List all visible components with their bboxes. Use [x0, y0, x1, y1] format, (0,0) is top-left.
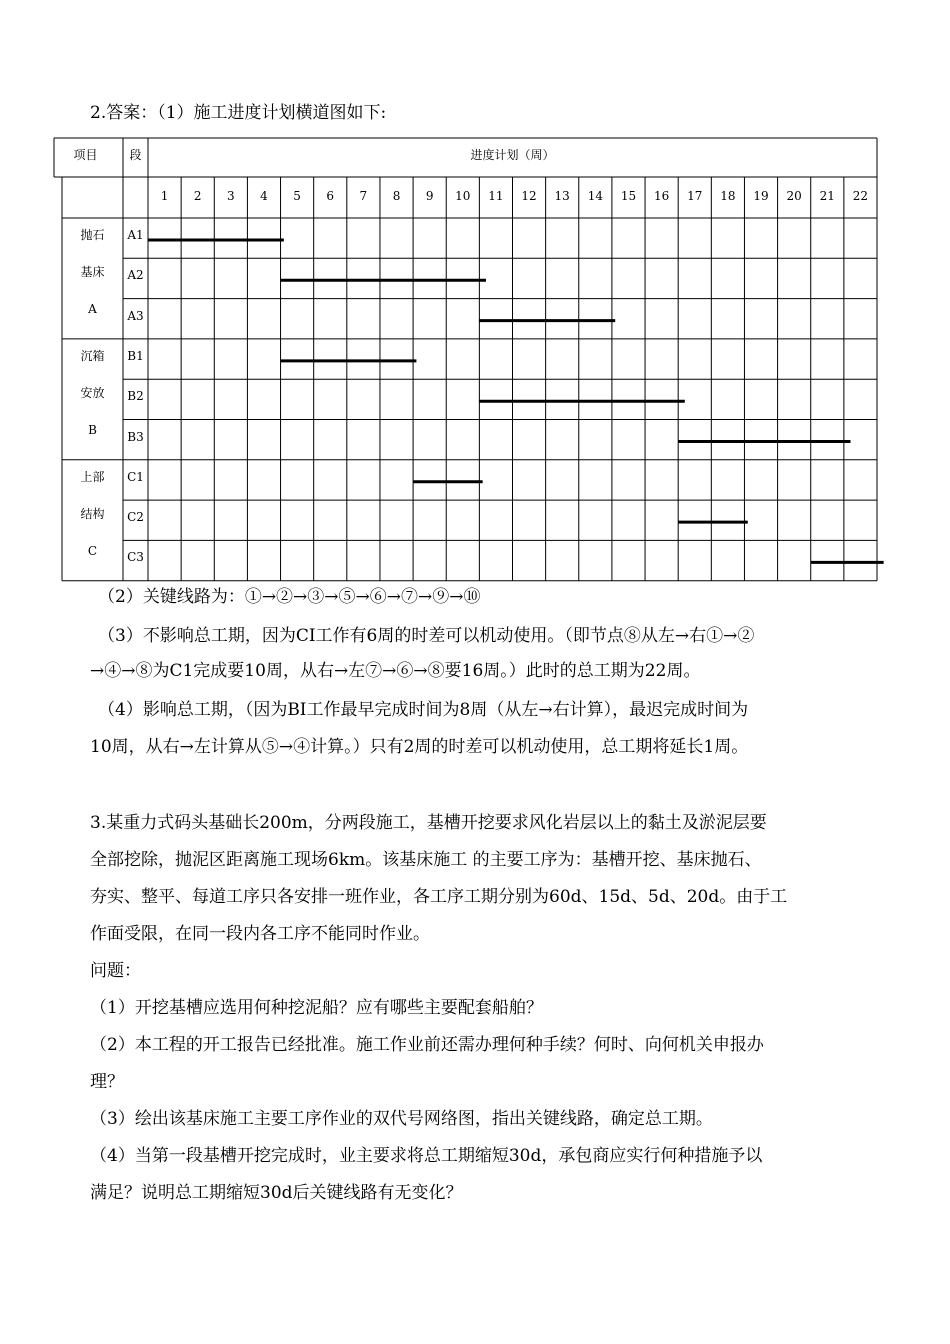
segment-label: C3 — [127, 550, 144, 565]
week-number: 14 — [587, 189, 603, 203]
segment-label: C2 — [127, 510, 144, 525]
week-number: 19 — [753, 189, 769, 203]
week-number: 8 — [392, 189, 401, 203]
header-segment: 段 — [129, 148, 142, 162]
segment-label: B1 — [127, 348, 144, 363]
week-number: 10 — [455, 189, 471, 203]
segment-label: A1 — [127, 228, 144, 242]
q3-line2: 全部挖除，抛泥区距离施工现场6km。该基床施工 的主要工序为：基槽开挖、基床抛石、 — [90, 850, 762, 870]
group-label: A — [88, 302, 97, 316]
week-number: 15 — [620, 189, 637, 203]
header-plan: 进度计划（周） — [470, 148, 555, 162]
week-number: 22 — [852, 189, 869, 203]
week-number: 4 — [260, 189, 268, 203]
week-number: 5 — [293, 189, 301, 203]
answer-heading: 2.答案：（1）施工进度计划横道图如下: — [90, 103, 387, 123]
answer-3-line2: →④→⑧为C1完成要10周，从右→左⑦→⑥→⑧要16周。）此时的总工期为22周。 — [90, 661, 701, 681]
group-label: 抛石 — [80, 228, 105, 242]
week-number: 16 — [653, 189, 670, 203]
group-label: 基床 — [80, 265, 105, 279]
week-number: 7 — [359, 189, 368, 203]
q3-line4: 作面受限，在同一段内各工序不能同时作业。 — [90, 924, 430, 944]
segment-label: A3 — [127, 308, 144, 323]
q3-line3: 夯实、整平、每道工序只各安排一班作业，各工序工期分别为60d、15d、5d、20d。由于工 — [90, 887, 788, 907]
week-number: 2 — [193, 189, 202, 203]
q3-question-1: （1）开挖基槽应选用何种挖泥船？应有哪些主要配套船舶？ — [90, 998, 543, 1018]
week-number: 11 — [488, 189, 504, 203]
group-label: C — [87, 543, 98, 558]
answer-critical-path: （2）关键线路为：①→②→③→⑤→⑥→⑦→⑨→⑩ — [98, 587, 481, 607]
week-number: 20 — [786, 189, 802, 203]
answer-3-line1: （3）不影响总工期，因为CI工作有6周的时差可以机动使用。（即节点⑧从左→右①→② — [98, 626, 755, 646]
week-number: 6 — [326, 189, 335, 203]
segment-label: B3 — [127, 429, 144, 444]
week-number: 12 — [521, 189, 537, 203]
week-number: 9 — [425, 189, 434, 203]
segment-label: A2 — [127, 268, 144, 283]
week-number: 3 — [227, 189, 235, 203]
group-label: 上部 — [80, 469, 105, 484]
answer-4-line1: （4）影响总工期，（因为BI工作最早完成时间为8周（从左→右计算），最迟完成时间为 — [98, 700, 749, 720]
week-number: 21 — [819, 189, 835, 203]
week-number: 18 — [720, 189, 736, 203]
q3-question-3: （3）绘出该基床施工主要工序作业的双代号网络图，指出关键线路，确定总工期。 — [90, 1109, 713, 1129]
answer-4-line2: 10周，从右→左计算从⑤→④计算。）只有2周的时差可以机动使用，总工期将延长1周。 — [90, 737, 749, 757]
group-label: 沉箱 — [80, 348, 105, 363]
week-number: 17 — [687, 189, 703, 203]
header-item: 项目 — [73, 148, 98, 162]
q3-question-2-cont: 理？ — [90, 1072, 124, 1092]
week-number: 13 — [554, 189, 570, 203]
group-label: B — [88, 422, 97, 437]
q3-question-4-cont: 满足？说明总工期缩短30d后关键线路有无变化？ — [90, 1183, 463, 1203]
group-label: 安放 — [80, 385, 105, 400]
group-label: 结构 — [80, 506, 105, 521]
week-number: 1 — [160, 189, 169, 203]
q3-question-2: （2）本工程的开工报告已经批准。施工作业前还需办理何种手续？何时、向何机关申报办 — [90, 1035, 764, 1055]
segment-label: B2 — [127, 389, 144, 404]
q3-line1: 3.某重力式码头基础长200m，分两段施工，基槽开挖要求风化岩层以上的黏土及淤泥层要 — [90, 813, 767, 833]
q3-questions-label: 问题： — [90, 961, 141, 981]
segment-label: C1 — [127, 469, 144, 484]
q3-question-4: （4）当第一段基槽开挖完成时，业主要求将总工期缩短30d，承包商应实行何种措施予以 — [90, 1146, 763, 1166]
